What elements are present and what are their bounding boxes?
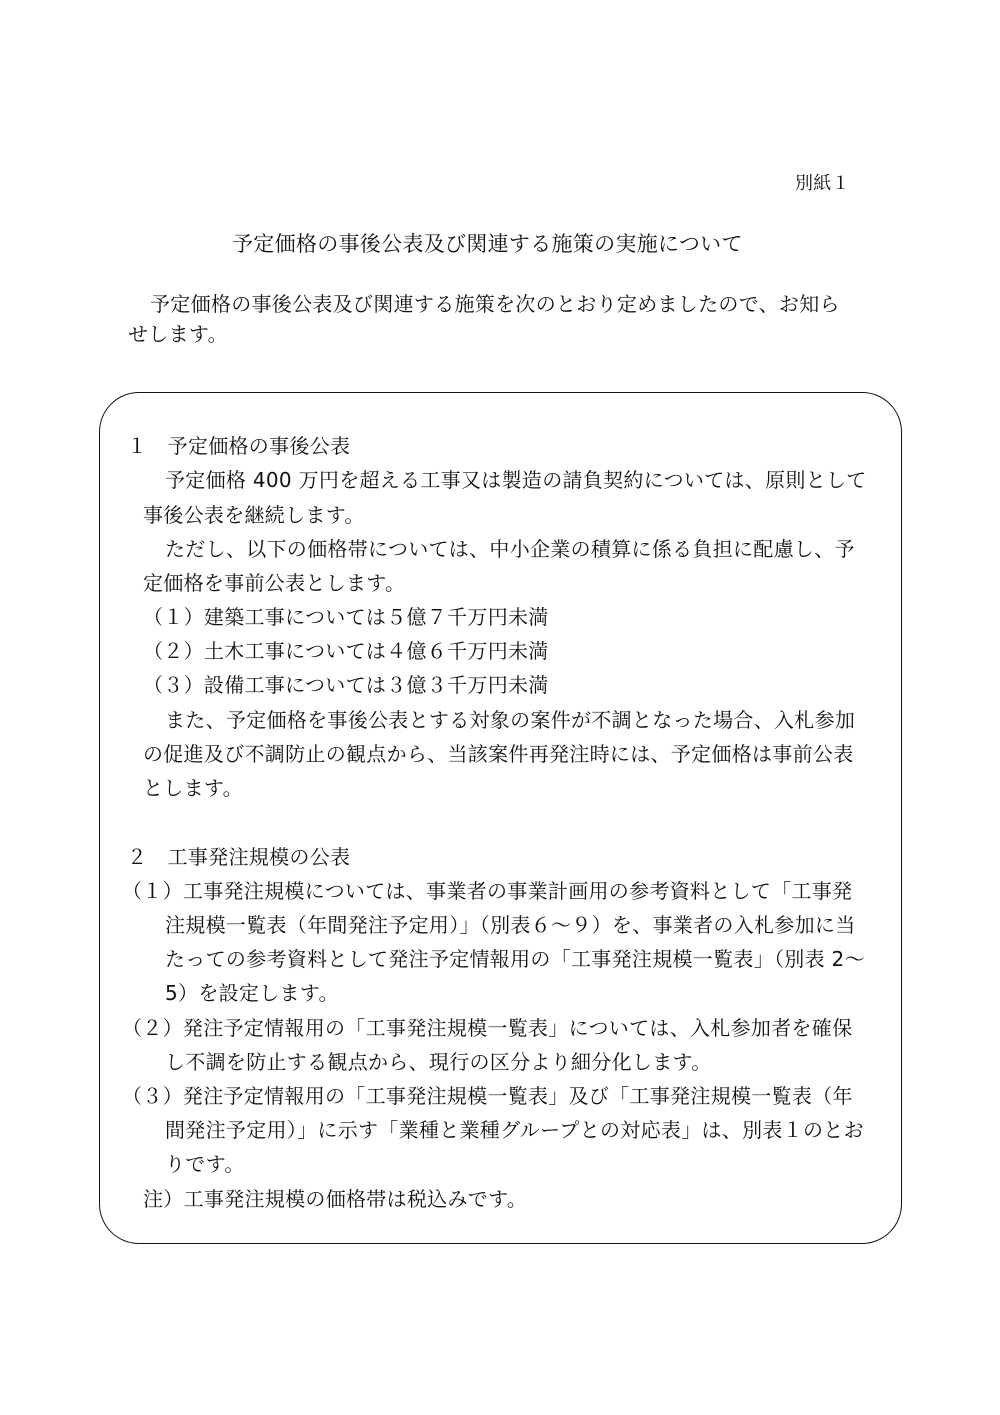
section-1-para-1-line-2: 事後公表を継続します。 [143, 503, 365, 527]
section-2-item-1-line-3: たっての参考資料として発注予定情報用の「工事発注規模一覧表」（別表 2～ [165, 947, 865, 971]
section-1-para-2-line-1: ただし、以下の価格帯については、中小企業の積算に係る負担に配慮し、予 [165, 537, 855, 561]
section-1-heading: １ 予定価格の事後公表 [127, 434, 351, 458]
section-1-para-1-line-1: 予定価格 400 万円を超える工事又は製造の請負契約については、原則として [165, 468, 867, 492]
section-2-item-1-line-4: 5）を設定します。 [165, 981, 339, 1005]
section-1-para-2-line-2: 定価格を事前公表とします。 [143, 571, 406, 595]
price-band-item-3: （３）設備工事については３億３千万円未満 [143, 673, 549, 697]
price-band-item-2: （２）土木工事については４億６千万円未満 [143, 639, 549, 663]
intro-line-2: せします。 [128, 322, 228, 346]
section-1-para-3-line-3: とします。 [143, 776, 243, 800]
price-band-item-1: （１）建築工事については５億７千万円未満 [143, 605, 549, 629]
section-2-item-2-line-1: （２）発注予定情報用の「工事発注規模一覧表」については、入札参加者を確保 [122, 1016, 853, 1040]
intro-line-1: 予定価格の事後公表及び関連する施策を次のとおり定めましたので、お知ら [150, 292, 840, 316]
section-2-item-2-line-2: し不調を防止する観点から、現行の区分より細分化します。 [165, 1050, 712, 1074]
section-2-item-3-line-3: りです。 [165, 1152, 245, 1176]
section-2-item-1-line-1: （１）工事発注規模については、事業者の事業計画用の参考資料として「工事発 [122, 879, 853, 903]
attachment-label: 別紙１ [795, 173, 850, 194]
section-2-item-1-line-2: 注規模一覧表（年間発注予定用）」（別表６～９）を、事業者の入札参加に当 [165, 913, 856, 937]
section-1-para-3-line-2: の促進及び不調防止の観点から、当該案件再発注時には、予定価格は事前公表 [143, 742, 854, 766]
section-2-item-3-line-1: （３）発注予定情報用の「工事発注規模一覧表」及び「工事発注規模一覧表（年 [122, 1084, 853, 1108]
section-2-item-3-line-2: 間発注予定用）」に示す「業種と業種グループとの対応表」は、別表１のとお [165, 1118, 864, 1142]
section-2-heading: ２ 工事発注規模の公表 [127, 845, 351, 869]
document-title: 予定価格の事後公表及び関連する施策の実施について [232, 232, 743, 256]
section-1-para-3-line-1: また、予定価格を事後公表とする対象の案件が不調となった場合、入札参加 [165, 708, 856, 732]
tax-note: 注）工事発注規模の価格帯は税込みです。 [143, 1187, 528, 1211]
